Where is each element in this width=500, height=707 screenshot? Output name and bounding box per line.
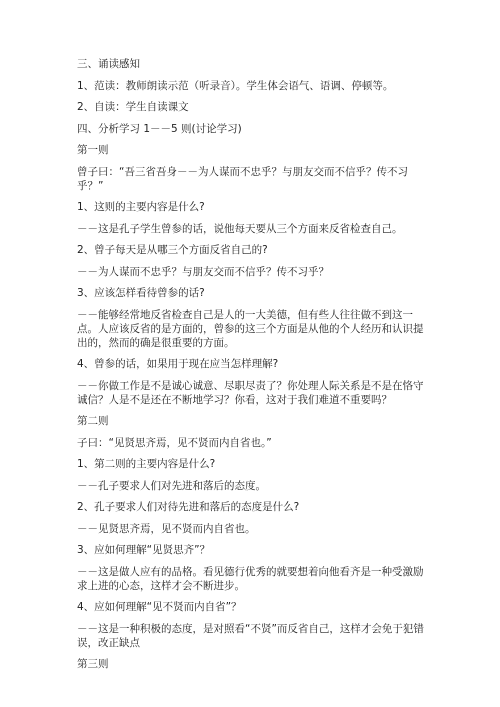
section-heading-analysis: 四、分析学习 1－－5 则(讨论学习): [77, 122, 242, 135]
document-body: [77, 57, 432, 679]
question: 3、应如何理解“见贤思齐”？: [77, 544, 211, 556]
section-heading-reading: 三、诵读感知: [77, 58, 140, 70]
subheading-first-rule: 第一则: [77, 144, 109, 156]
answer: －－见贤思齐焉，见不贤而内自省也。: [77, 522, 256, 535]
question: 1、这则的主要内容是什么?: [77, 201, 205, 213]
question: 4、应如何理解“见不贤而内自省”？: [77, 601, 242, 613]
question: 2、孔子要求人们对待先进和落后的态度是什么?: [77, 501, 300, 513]
question: 2、曾子每天是从哪三个方面反省自己的?: [77, 244, 268, 256]
answer: －－你做工作是不是诚心诚意、尽职尽责了？你处理人际关系是不是在恪守诚信？人是不是还在不断地学习？你看，这对于我们难道不重要吗？: [77, 379, 424, 406]
question: 1、第二则的主要内容是什么?: [77, 458, 216, 470]
question: 3、应该怎样看待曾参的话?: [77, 287, 205, 299]
question: 4、曾参的话，如果用于现在应当怎样理解?: [77, 358, 279, 370]
answer: －－为人谋而不忠乎？与朋友交而不信乎？传不习乎？: [77, 265, 329, 278]
answer: －－能够经常地反省检查自己是人的一大美德，但有些人往往做不到这一点。人应该反省的是方面的，曾参的这三个方面是从他的个人经历和认识提出的，然而的确是很重要的方面。: [77, 308, 424, 349]
answer: －－这是一种积极的态度，是对照看“不贤”而反省自己，这样才会免于犯错误，改正缺点: [77, 622, 424, 649]
quotation: 曾子曰：“吾三省吾身－－为人谋而不忠乎？与朋友交而不信乎？传不习乎？”: [77, 165, 408, 192]
quotation: 子曰：“见贤思齐焉，见不贤而内自省也。”: [77, 436, 272, 449]
subheading-third-rule: 第三则: [77, 658, 109, 670]
paragraph: 1、范读：教师朗读示范（听录音）。学生体会语气、语调、停顿等。: [77, 79, 394, 92]
answer: －－孔子要求人们对先进和落后的态度。: [77, 479, 266, 492]
subheading-second-rule: 第二则: [77, 415, 109, 427]
paragraph: 2、自读：学生自读课文: [77, 101, 189, 113]
answer: －－这是做人应有的品格。看见德行优秀的就要想着向他看齐是一种受激励求上进的心态，这样才会不断进步。: [77, 565, 424, 592]
answer: －－这是孔子学生曾参的话，说他每天要从三个方面来反省检查自己。: [77, 222, 403, 235]
